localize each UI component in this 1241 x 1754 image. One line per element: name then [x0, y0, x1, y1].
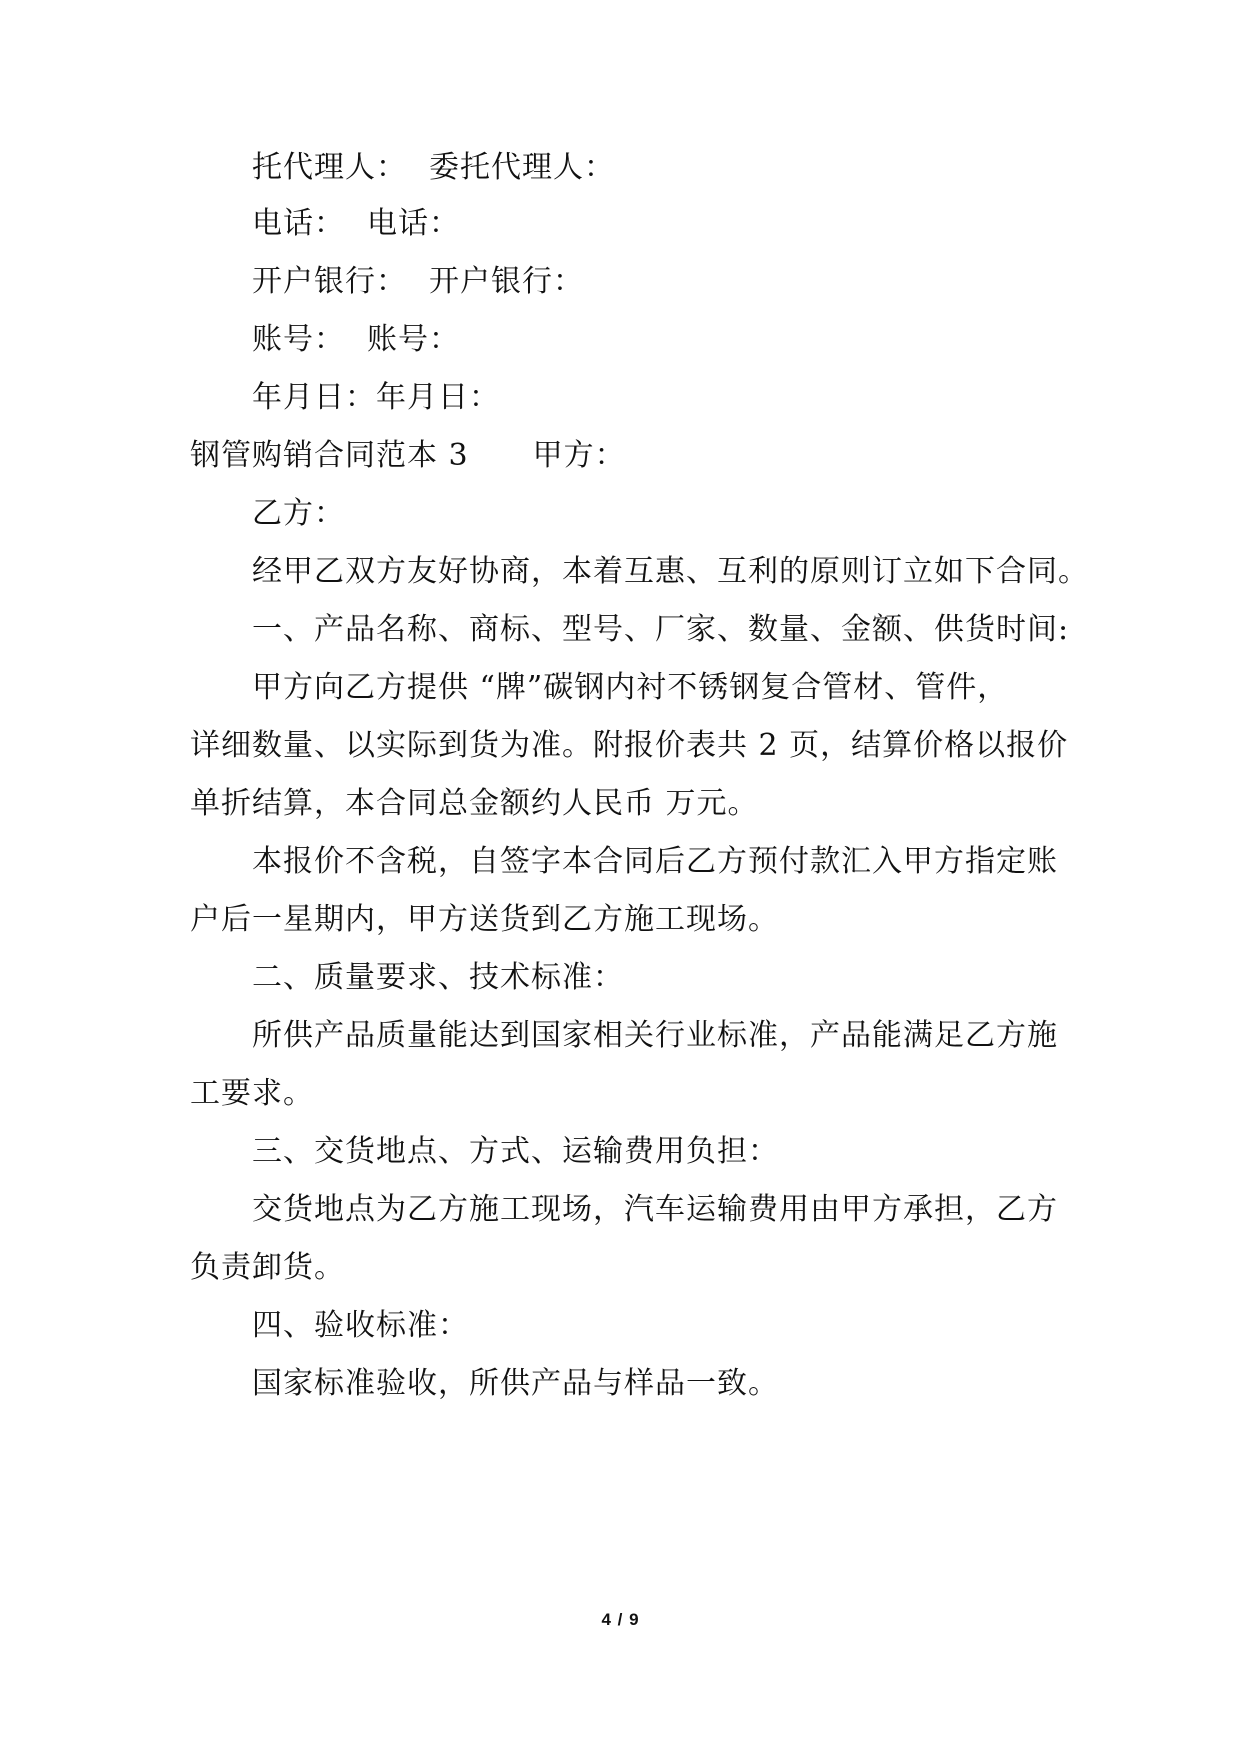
section-4-heading: 四、验收标准：: [252, 1308, 469, 1343]
party-a-label: 甲方：: [532, 438, 626, 473]
account-label-a: 账号：: [252, 322, 345, 357]
section-2-paragraph-line: 工要求。: [190, 1076, 314, 1111]
section-1-paragraph-line: 详细数量、以实际到货为准。附报价表共 2 页，结算价格以报价: [190, 728, 1069, 763]
signature-row-phone: [0, 204, 1241, 244]
section-1-paragraph-line: 户后一星期内，甲方送货到乙方施工现场。: [190, 902, 779, 937]
page-number: 4 / 9: [601, 1610, 640, 1629]
party-b-label: 乙方：: [252, 496, 345, 531]
section-1-paragraph-line: 本报价不含税，自签字本合同后乙方预付款汇入甲方指定账: [252, 844, 1058, 879]
bank-label-b: 开户银行：: [429, 264, 584, 299]
phone-label-b: 电话：: [367, 206, 460, 241]
section-3-paragraph-line: 交货地点为乙方施工现场，汽车运输费用由甲方承担，乙方: [252, 1192, 1058, 1227]
signature-row-bank: [0, 262, 1241, 302]
section-3-paragraph-line: 负责卸货。: [190, 1250, 345, 1285]
contract-title: 钢管购销合同范本 3: [190, 438, 469, 473]
section-2-paragraph-line: 所供产品质量能达到国家相关行业标准，产品能满足乙方施: [252, 1018, 1058, 1053]
date-label-a: 年月日：: [252, 380, 376, 415]
account-label-b: 账号：: [367, 322, 460, 357]
signature-row-agent: [0, 148, 1241, 188]
section-4-paragraph: 国家标准验收，所供产品与样品一致。: [252, 1366, 779, 1401]
agent-label-b: 委托代理人：: [429, 150, 615, 185]
section-1-heading: 一、产品名称、商标、型号、厂家、数量、金额、供货时间:: [252, 612, 1070, 647]
section-2-heading: 二、质量要求、技术标准：: [252, 960, 624, 995]
signature-row-account: [0, 320, 1241, 360]
bank-label-a: 开户银行：: [252, 264, 407, 299]
signature-row-date: [0, 378, 1241, 418]
section-1-paragraph-line: 单折结算，本合同总金额约人民币 万元。: [190, 786, 759, 821]
phone-label-a: 电话：: [252, 206, 345, 241]
section-1-paragraph-line: 甲方向乙方提供 “牌”碳钢内衬不锈钢复合管材、管件，: [252, 670, 1009, 705]
agent-label-a: 托代理人：: [252, 150, 407, 185]
contract-heading: [0, 436, 1241, 476]
date-label-b: 年月日：: [376, 380, 500, 415]
section-3-heading: 三、交货地点、方式、运输费用负担：: [252, 1134, 779, 1169]
intro-paragraph: 经甲乙双方友好协商，本着互惠、互利的原则订立如下合同。: [252, 554, 1089, 589]
